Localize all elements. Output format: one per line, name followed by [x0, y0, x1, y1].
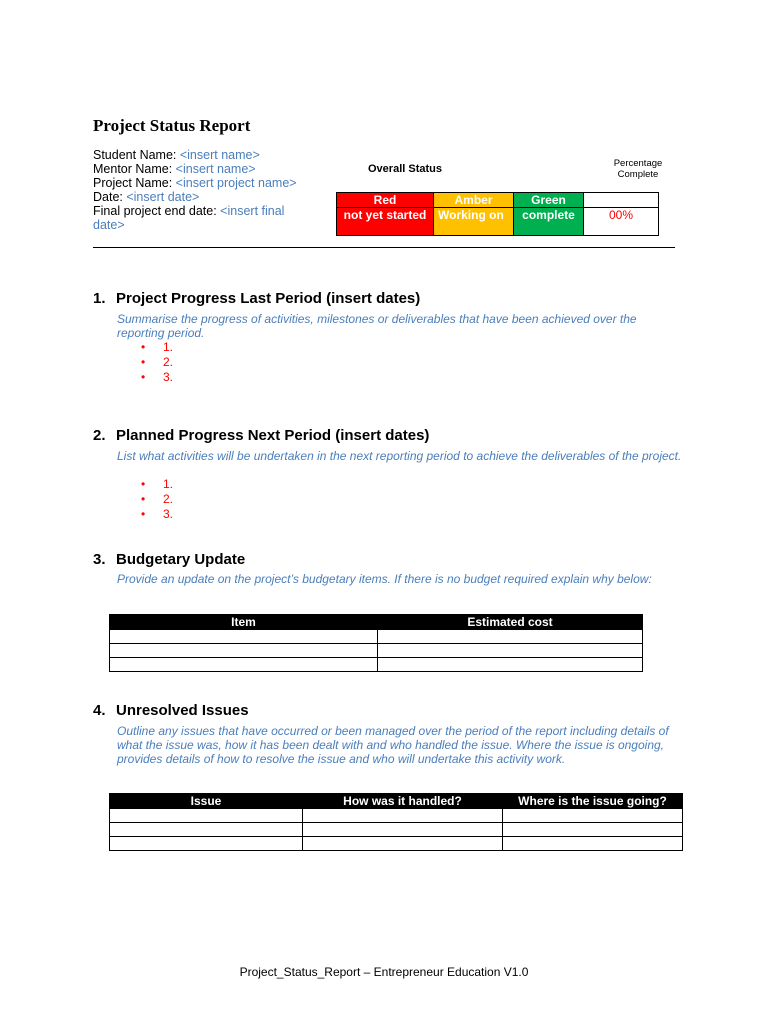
section-3-heading: 3. Budgetary Update — [93, 551, 246, 568]
status-red-header[interactable]: Red — [337, 193, 434, 208]
table-cell[interactable] — [378, 658, 643, 672]
list-item[interactable]: • 1. — [141, 477, 173, 492]
section-3-description: Provide an update on the project’s budgetary items. If there is no budget required explain why below: — [117, 572, 652, 586]
project-info-block — [93, 148, 318, 232]
section-1-description: Summarise the progress of activities, milestones or deliverables that have been achieved over the reporting period. — [117, 312, 637, 340]
table-cell[interactable] — [110, 823, 303, 837]
list-item[interactable]: • 2. — [141, 492, 173, 507]
section-2-heading: 2. Planned Progress Next Period (insert dates) — [93, 427, 430, 444]
mentor-name-line: Mentor Name: <insert name> — [93, 162, 256, 176]
status-green-header[interactable]: Green — [514, 193, 584, 208]
project-name-line: Project Name: <insert project name> — [93, 176, 297, 190]
date-line: Date: <insert date> — [93, 190, 200, 204]
issues-table — [109, 793, 683, 851]
section-2-description: List what activities will be undertaken in the next reporting period to achieve the deliverables of the project. — [117, 449, 682, 463]
table-cell[interactable] — [110, 630, 378, 644]
status-amber-header[interactable]: Amber — [434, 193, 514, 208]
table-row — [110, 644, 643, 658]
student-name-line: Student Name: <insert name> — [93, 148, 260, 162]
budget-item-header: Item — [110, 615, 378, 630]
section-4-description: Outline any issues that have occurred or been managed over the period of the report including details of what the issue was, how it has been dealt with and who handled the issue. Where the issue is ongoing, provides details of how to resolve the issue and who will undertake this activity work. — [117, 724, 669, 766]
page-footer: Project_Status_Report – Entrepreneur Education V1.0 — [239, 965, 529, 979]
table-cell[interactable] — [503, 837, 683, 851]
table-cell[interactable] — [110, 644, 378, 658]
table-row — [110, 658, 643, 672]
list-item[interactable]: • 3. — [141, 507, 173, 522]
budget-cost-header: Estimated cost — [378, 615, 643, 630]
percentage-value[interactable]: 00% — [584, 208, 659, 236]
table-cell[interactable] — [303, 809, 503, 823]
issue-header: Issue — [110, 794, 303, 809]
table-cell[interactable] — [110, 837, 303, 851]
final-date-line: Final project end date: <insert final date> — [93, 204, 285, 232]
table-row — [110, 823, 683, 837]
status-blank-cell — [584, 193, 659, 208]
document-title: Project Status Report — [93, 116, 251, 135]
section-1-list — [141, 340, 173, 385]
section-2-list — [141, 477, 173, 522]
percentage-complete-label: Percentage Complete — [613, 158, 663, 180]
overall-status-label: Overall Status — [368, 163, 442, 175]
table-cell[interactable] — [378, 644, 643, 658]
status-table — [336, 192, 659, 236]
table-cell[interactable] — [110, 658, 378, 672]
going-header: Where is the issue going? — [503, 794, 683, 809]
table-row — [110, 837, 683, 851]
list-item[interactable]: • 3. — [141, 370, 173, 385]
section-4-heading: 4. Unresolved Issues — [93, 702, 249, 719]
date-placeholder[interactable]: <insert date> — [126, 190, 200, 204]
status-amber-description: Working on — [434, 208, 514, 236]
table-row — [110, 630, 643, 644]
status-green-description: complete — [514, 208, 584, 236]
divider — [93, 247, 675, 248]
section-1-heading: 1. Project Progress Last Period (insert dates) — [93, 290, 421, 307]
mentor-name-placeholder[interactable]: <insert name> — [175, 162, 256, 176]
budget-table — [109, 614, 643, 672]
list-item[interactable]: • 1. — [141, 340, 173, 355]
list-item[interactable]: • 2. — [141, 355, 173, 370]
status-red-description: not yet started — [337, 208, 434, 236]
table-cell[interactable] — [303, 837, 503, 851]
table-cell[interactable] — [378, 630, 643, 644]
student-name-placeholder[interactable]: <insert name> — [179, 148, 260, 162]
final-date-placeholder[interactable]: <insert final date> — [93, 204, 285, 232]
handled-header: How was it handled? — [303, 794, 503, 809]
project-name-placeholder[interactable]: <insert project name> — [175, 176, 297, 190]
table-cell[interactable] — [303, 823, 503, 837]
table-cell[interactable] — [110, 809, 303, 823]
table-row — [110, 809, 683, 823]
table-cell[interactable] — [503, 809, 683, 823]
table-cell[interactable] — [503, 823, 683, 837]
